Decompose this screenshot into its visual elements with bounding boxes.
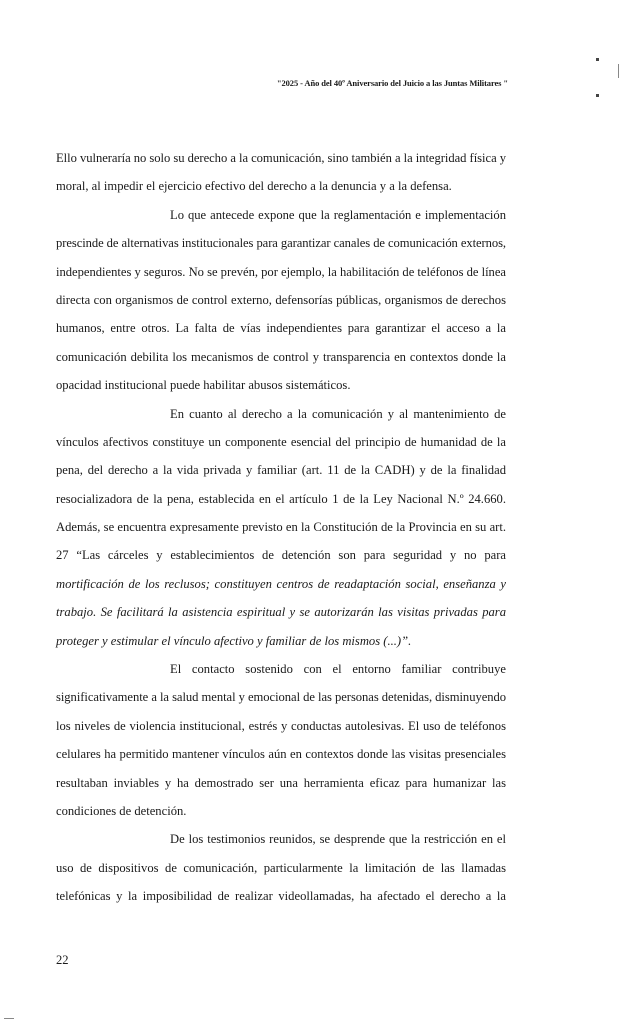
quote-line: mortificación de los reclusos; constituyen centros de readaptación social, enseñanza y [56,576,506,591]
quote-line: trabajo. Se facilitará la asistencia espiritual y se autorizarán las visitas privadas para [56,605,506,620]
text-line: telefónicas y la imposibilidad de realizar videollamadas, ha afectado el derecho a la [56,889,506,904]
text-line: pena, del derecho a la vida privada y familiar (art. 11 de la CADH) y de la finalidad [56,463,506,478]
document-body [56,144,506,911]
text-line: vínculos afectivos constituye un componente esencial del principio de humanidad de la [56,434,506,449]
text-line: Ello vulneraría no solo su derecho a la comunicación, sino también a la integridad física y [56,151,506,165]
text-line: comunicación debilita los mecanismos de control y transparencia en contextos donde la [56,349,506,364]
text-line: condiciones de detención. [56,803,187,818]
scan-mark [4,1018,14,1019]
text-line: humanos, entre otros. La falta de vías independientes para garantizar el acceso a la [56,321,506,336]
scan-mark [596,94,599,97]
text-line: resocializadora de la pena, establecida en el artículo 1 de la Ley Nacional N.º 24.660. [56,491,506,506]
text-line: prescinde de alternativas institucionales para garantizar canales de comunicación externos, [56,236,507,251]
text-line: opacidad institucional puede habilitar abusos sistemáticos. [56,378,351,393]
text-line: Lo que antecede expone que la reglamentación e implementación [170,207,506,222]
text-line: uso de dispositivos de comunicación, particularmente la limitación de las llamadas [56,860,506,875]
quote-line: proteger y estimular el vínculo afectivo y familiar de los mismos (...)”. [56,633,412,648]
text-line: celulares ha permitido mantener vínculos aún en contextos donde las visitas presenciales [56,747,506,762]
scan-mark [596,58,599,61]
text-line: directa con organismos de control externo, defensorías públicas, organismos de derechos [56,292,506,307]
text-line: los niveles de violencia institucional, estrés y conductas autolesivas. El uso de teléfonos [56,718,506,733]
text-line: Además, se encuentra expresamente previsto en la Constitución de la Provincia en su art. [56,520,506,535]
page-number: 22 [56,953,69,967]
text-line: De los testimonios reunidos, se desprende que la restricción en el [170,832,506,847]
page-header-motto: "2025 - Año del 40º Aniversario del Juicio a las Juntas Militares " [276,78,508,88]
text-line: resultaban inviables y ha demostrado ser una herramienta eficaz para humanizar las [56,775,506,790]
scan-mark [618,64,619,78]
text-line: En cuanto al derecho a la comunicación y al mantenimiento de [170,406,506,421]
text-line: moral, al impedir el ejercicio efectivo del derecho a la denuncia y a la defensa. [56,179,452,194]
text-line: independientes y seguros. No se prevén, por ejemplo, la habilitación de teléfonos de línea [56,264,506,279]
text-line: El contacto sostenido con el entorno familiar contribuye [170,662,506,677]
text-line: 27 “Las cárceles y establecimientos de detención son para seguridad y no para [56,548,506,563]
text-line: significativamente a la salud mental y emocional de las personas detenidas, disminuyendo [56,690,506,705]
